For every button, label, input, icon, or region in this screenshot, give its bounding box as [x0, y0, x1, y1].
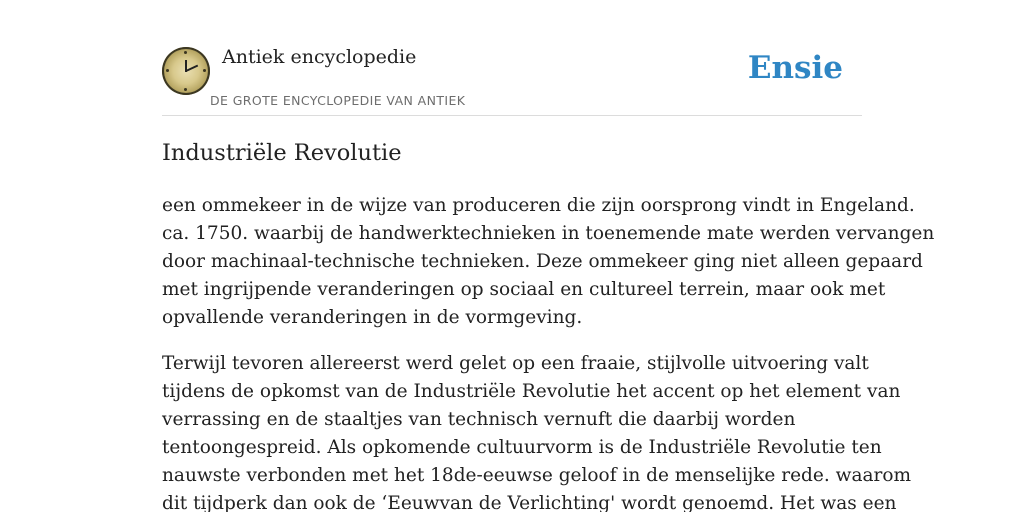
clock-marker — [184, 88, 187, 91]
text-line: dit tijdperk dan ook de ‘Eeuwvan de Verlichting' wordt genoemd. Het was een — [162, 493, 897, 512]
clock-marker — [203, 69, 206, 72]
text-line: door machinaal-technische technieken. Deze ommekeer ging niet alleen gepaard — [162, 251, 923, 272]
text-line: tentoongespreid. Als opkomende cultuurvorm is de Industriële Revolutie ten — [162, 437, 882, 458]
text-line: met ingrijpende veranderingen op sociaal en cultureel terrein, maar ook met — [162, 279, 886, 300]
text-line: verrassing en de staaltjes van technisch vernuft die daarbij worden — [162, 409, 796, 430]
paragraph — [162, 192, 935, 332]
text-line: tijdens de opkomst van de Industriële Revolutie het accent op het element van — [162, 381, 901, 402]
article-title: Industriële Revolutie — [162, 140, 402, 166]
article-body — [162, 192, 935, 512]
text-line: ca. 1750. waarbij de handwerktechnieken in toenemende mate werden vervangen — [162, 223, 935, 244]
clock-minute-hand — [186, 65, 199, 72]
text-line: nauwste verbonden met het 18de-eeuwse geloof in de menselijke rede. waarom — [162, 465, 912, 486]
text-line: Terwijl tevoren allereerst werd gelet op een fraaie, stijlvolle uitvoering valt — [162, 353, 869, 374]
site-title[interactable]: Antiek encyclopedie — [222, 46, 417, 68]
text-line: een ommekeer in de wijze van produceren die zijn oorsprong vindt in Engeland. — [162, 195, 915, 216]
text-line: opvallende veranderingen in de vormgeving. — [162, 307, 583, 328]
clock-icon[interactable] — [162, 47, 210, 95]
brand-logo-link[interactable]: Ensie — [747, 50, 843, 86]
clock-marker — [184, 51, 187, 54]
clock-marker — [166, 69, 169, 72]
site-header — [162, 40, 862, 116]
paragraph — [162, 350, 912, 512]
site-subtitle: DE GROTE ENCYCLOPEDIE VAN ANTIEK — [210, 93, 466, 108]
